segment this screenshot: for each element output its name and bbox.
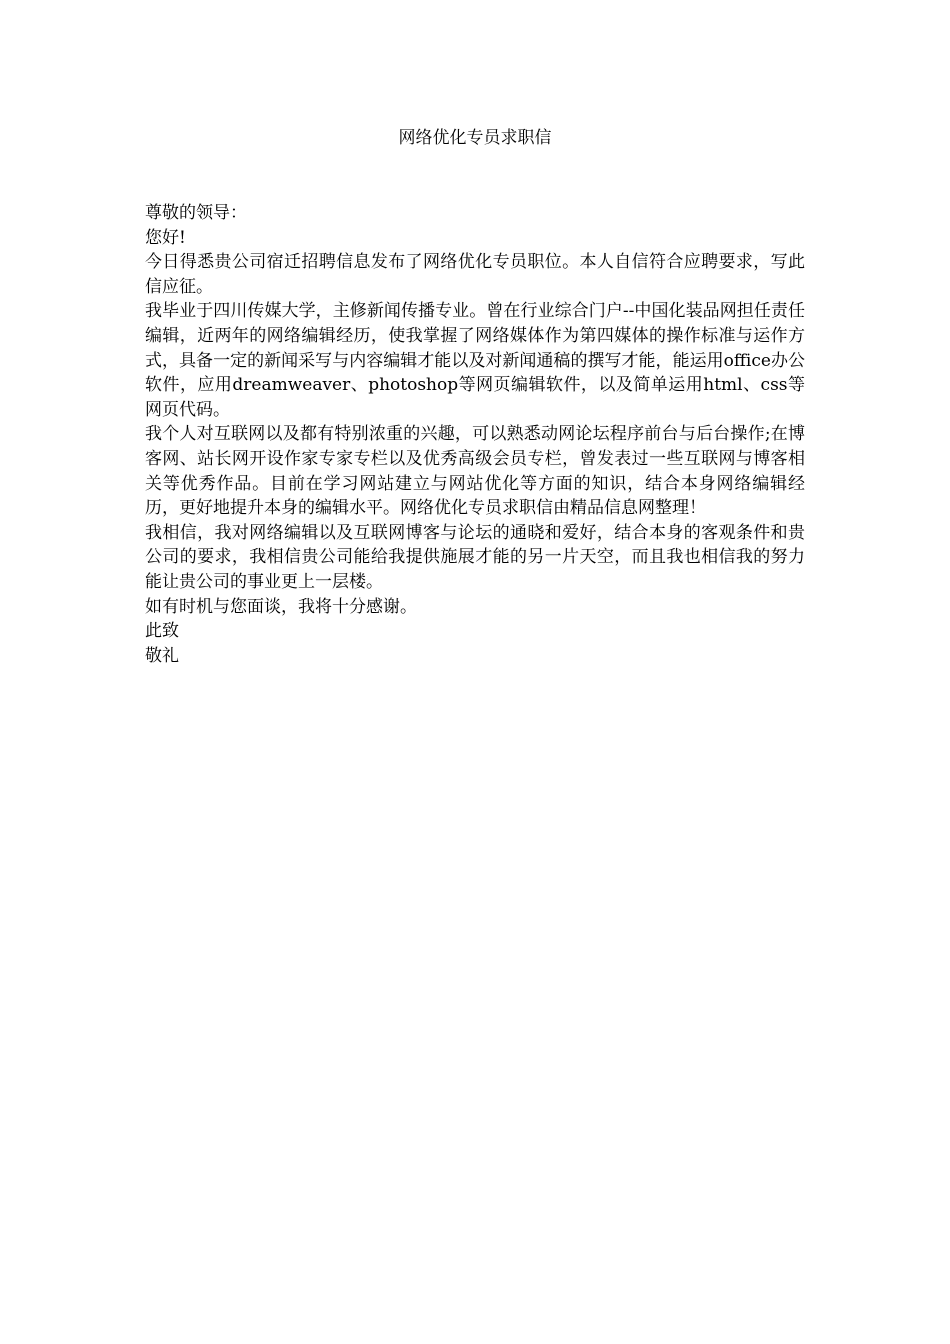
paragraph-interests: 我个人对互联网以及都有特别浓重的兴趣，可以熟悉动网论坛程序前台与后台操作;在博客网、站长网开设作家专家专栏以及优秀高级会员专栏，曾发表过一些互联网与博客相关等优秀作品。目前在学习网站建立与网站优化等方面的知识，结合本身网络编辑经历，更好地提升本身的编辑水平。网络优化专员求职信由精品信息网整理！ (145, 424, 805, 519)
paragraph-intro: 今日得悉贵公司宿迁招聘信息发布了网络优化专员职位。本人自信符合应聘要求，写此信应征。 (145, 252, 805, 297)
paragraph-confidence: 我相信，我对网络编辑以及互联网博客与论坛的通晓和爱好，结合本身的客观条件和贵公司的要求，我相信贵公司能给我提供施展才能的另一片天空，而且我也相信我的努力能让贵公司的事业更上一层楼。 (145, 522, 805, 592)
salutation: 尊敬的领导： (145, 203, 247, 223)
greeting: 您好! (145, 227, 186, 248)
document-title: 网络优化专员求职信 (398, 128, 552, 148)
letter-body (145, 201, 805, 668)
paragraph-closing: 如有时机与您面谈，我将十分感谢。 (145, 596, 417, 617)
paragraph-education: 我毕业于四川传媒大学，主修新闻传播专业。曾在行业综合门户--中国化装品网担任责任编辑，近两年的网络编辑经历，使我掌握了网络媒体作为第四媒体的操作标准与运作方式，具备一定的新闻采写与内容编辑才能以及对新闻通稿的撰写才能，能运用office办公软件，应用dreamweaver、photoshop等网页编辑软件，以及简单运用html、css等网页代码。 (145, 301, 805, 420)
sign-off-jingli: 敬礼 (145, 645, 179, 666)
sign-off-cizhi: 此致 (145, 621, 179, 642)
